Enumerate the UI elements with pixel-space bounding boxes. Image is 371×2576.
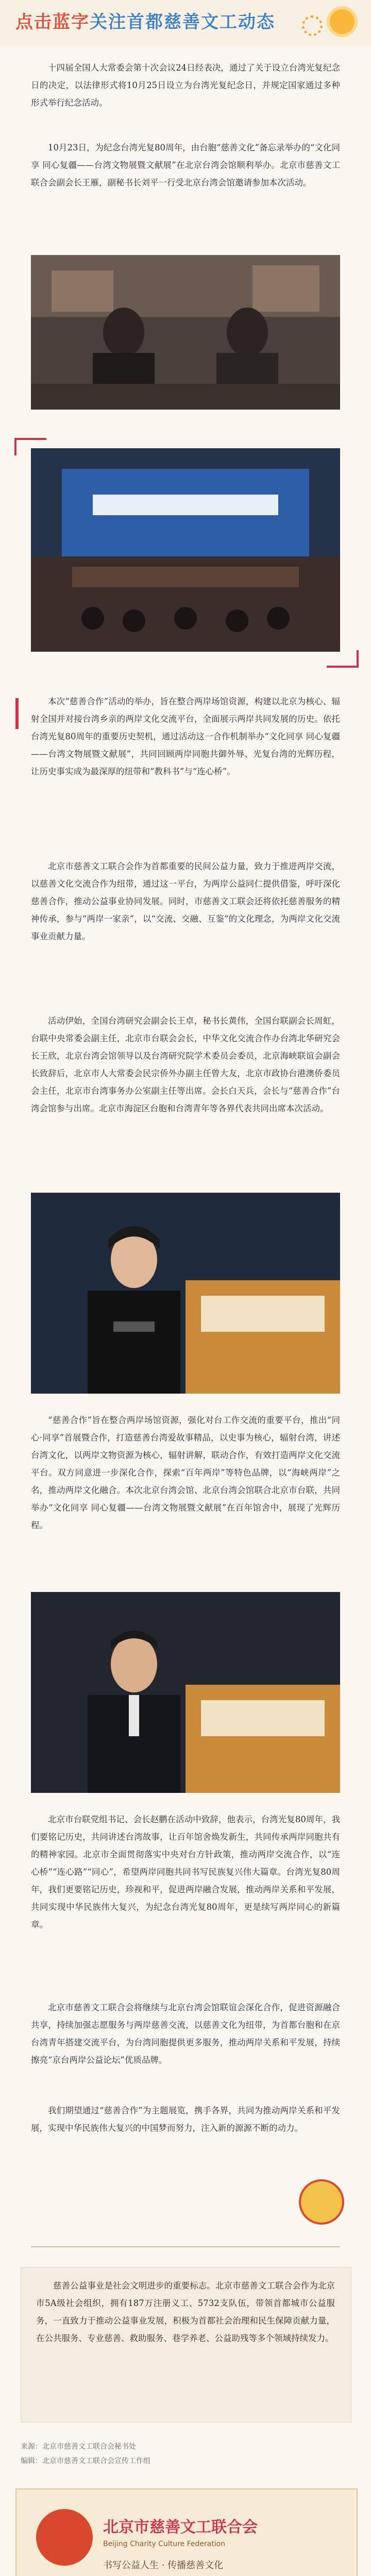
article-paragraph-6: “慈善合作”旨在整合两岸场馆资源，强化对台工作交流的重要平台，推出“同心·同享”首展暨合作，打造慈善台湾爱故事精品，以史事为核心，辐射台湾，讲述台湾文化，以两岸文物资源为核心，辐射讲解，联动合作，有效打造两岸文化交流平台。双方同意进一步深化合作，探索“百年两岸”等特色品牌，以“海峡两岸”之名，推动两岸文化融合。本次北京台湾会馆、北京台湾会馆联合北京市台联，共同举办“文化同享 同心复疆——台湾文物展暨文献展”在百年馆舍中，展现了光辉历程。 xyxy=(31,1415,340,1530)
emblem-icon xyxy=(299,2179,344,2225)
editor-line xyxy=(21,2454,350,2468)
speaker-photo-2 xyxy=(31,1592,340,1793)
editor-label: 编辑： xyxy=(21,2457,42,2465)
speaker-photo-1 xyxy=(31,1193,340,1394)
source-label: 来源： xyxy=(21,2443,42,2451)
stage-photo xyxy=(31,448,340,652)
brand-logo-text: 北京市慈善文工联合会 xyxy=(103,2518,258,2536)
brand-logo-icon xyxy=(36,2509,93,2566)
article-paragraph-1: 十四届全国人大常委会第十次会议24日经表决，通过了关于设立台湾光复纪念日的决定，以法律形式将10月25日设立为台湾光复纪念日，并规定国家通过多种形式举行纪念活动。 xyxy=(31,63,340,108)
editor-value: 北京市慈善文工联合会宣传工作组 xyxy=(42,2457,150,2465)
article-paragraph-9: 我们期望通过“慈善合作”为主题展览，携手各界，共同为推动两岸关系和平发展，实现中华民族伟大复兴的中国梦而努力，注入新的源源不断的动力。 xyxy=(31,2106,340,2133)
accent-bar xyxy=(15,698,19,729)
frame-corner-bottom-right xyxy=(327,650,359,668)
article-paragraph-3: 本次“慈善合作”活动的举办，旨在整合两岸场馆资源，构建以北京为核心、辐射全国并对接台湾乡亲的两岸文化交流平台，全面展示两岸共同发展的历史。依托台湾光复80周年的重要历史契机，通过活动这一合作机制举办“文化同享 同心复疆——台湾文物展暨文献展”，共同回顾两岸同胞共御外辱、光复台湾的光辉历程，让历史事实成为最深厚的纽带和“教科书”与“连心桥”。 xyxy=(31,697,340,776)
gear-decoration-icon xyxy=(302,15,323,36)
article-paragraph-7: 北京市台联党组书记、会长赵鹏在活动中致辞，他表示，台湾光复80周年，我们要铭记历史，共同讲述台湾故事，让百年馆舍焕发新生，共同传承两岸同胞共有的精神家园。北京市全面贯彻落实中央对台方针政策，推动两岸交流合作，以“连心桥”“连心路”“同心”，希望两岸同胞共同书写民族复兴伟大篇章。台湾光复80周年，我们更要铭记历史，珍视和平，促进两岸融合发展，推动两岸关系和平发展，共同实现中华民族伟大复兴，为纪念台湾光复80周年，更是续写两岸同心的新篇章。 xyxy=(31,1815,340,1929)
brand-logo-subtitle: Beijing Charity Culture Federation xyxy=(103,2540,226,2548)
article-paragraph-4: 北京市慈善文工联合会作为首都重要的民间公益力量，致力于推进两岸交流，以慈善文化交流合作为纽带，通过这一平台，为两岸公益同仁提供借鉴，呼吁深化慈善合作，推动公益事业协同发展。同时，市慈善文工联会还将依托慈善服务的精神传承，参与“两岸一家亲”，以“交流、交融、互鉴”的文化理念，为两岸文化交流事业贡献力量。 xyxy=(31,861,340,941)
header-title-part1: 点击蓝字 xyxy=(15,12,90,32)
section-divider xyxy=(31,2246,340,2247)
header-title xyxy=(15,10,275,34)
header-title-part2: 关注首都慈善文工动态 xyxy=(90,12,275,32)
article-paragraph-2: 10月23日，为纪念台湾光复80周年，由台胞“慈善文化”备忘录举办的“文化同享 同心复疆——台湾文物展暨文献展”在北京台湾会馆顺利举办。北京市慈善文工联合会副会长王雁，副秘书长刘平一行受北京台湾会馆邀请参加本次活动。 xyxy=(31,143,340,188)
sun-decoration-icon xyxy=(330,9,355,34)
about-text: 慈善公益事业是社会文明进步的重要标志。北京市慈善文工联合会作为北京市5A级社会组织，拥有187万注册义工、5732支队伍，带领首都城市公益服务，一直致力于推动公益事业发展，积极为首都社会治理和民生保障贡献力量，在公共服务、专业慈善、救助服务、巷学养老、公益助残等多个领域持续发力。 xyxy=(36,2281,335,2343)
brand-slogan: 书写公益人生 · 传播慈善文化 xyxy=(103,2560,224,2571)
source-line xyxy=(21,2439,350,2454)
source-value: 北京市慈善文工联合会秘书处 xyxy=(42,2443,136,2451)
meeting-photo xyxy=(31,255,340,410)
article-paragraph-8: 北京市慈善文工联合会将继续与北京台湾会馆联谊会深化合作，促进资源融合共享，持续加强志愿服务与两岸慈善交流，以慈善文化为纽带，为首都台胞和在京台湾青年搭建交流平台，为台湾同胞提供更多服务，推动两岸关系和平发展，持续擦亮“京台两岸公益论坛”优质品牌。 xyxy=(31,2003,340,2065)
article-paragraph-5: 活动伊始，全国台湾研究会副会长王卓，秘书长黄伟，全国台联副会长周虹，台联中央常委会副主任，北京市台联会会长，中华文化交流合作办台湾北华研究会长王欣，北京台湾会馆领导以及台湾研究院学术委员会委员，北京海峡联谊会副会长致辞后，北京市人大常委会民宗侨外办副主任曾大友，北京市政协台港澳侨委员会主任，北京市台湾事务办公室副主任等出席。会长白天兵，会长与“慈善合作”台湾会馆参与出席。北京市海淀区台胞和台湾青年等各界代表共同出席本次活动。 xyxy=(31,1016,340,1113)
meta-block xyxy=(21,2439,350,2468)
